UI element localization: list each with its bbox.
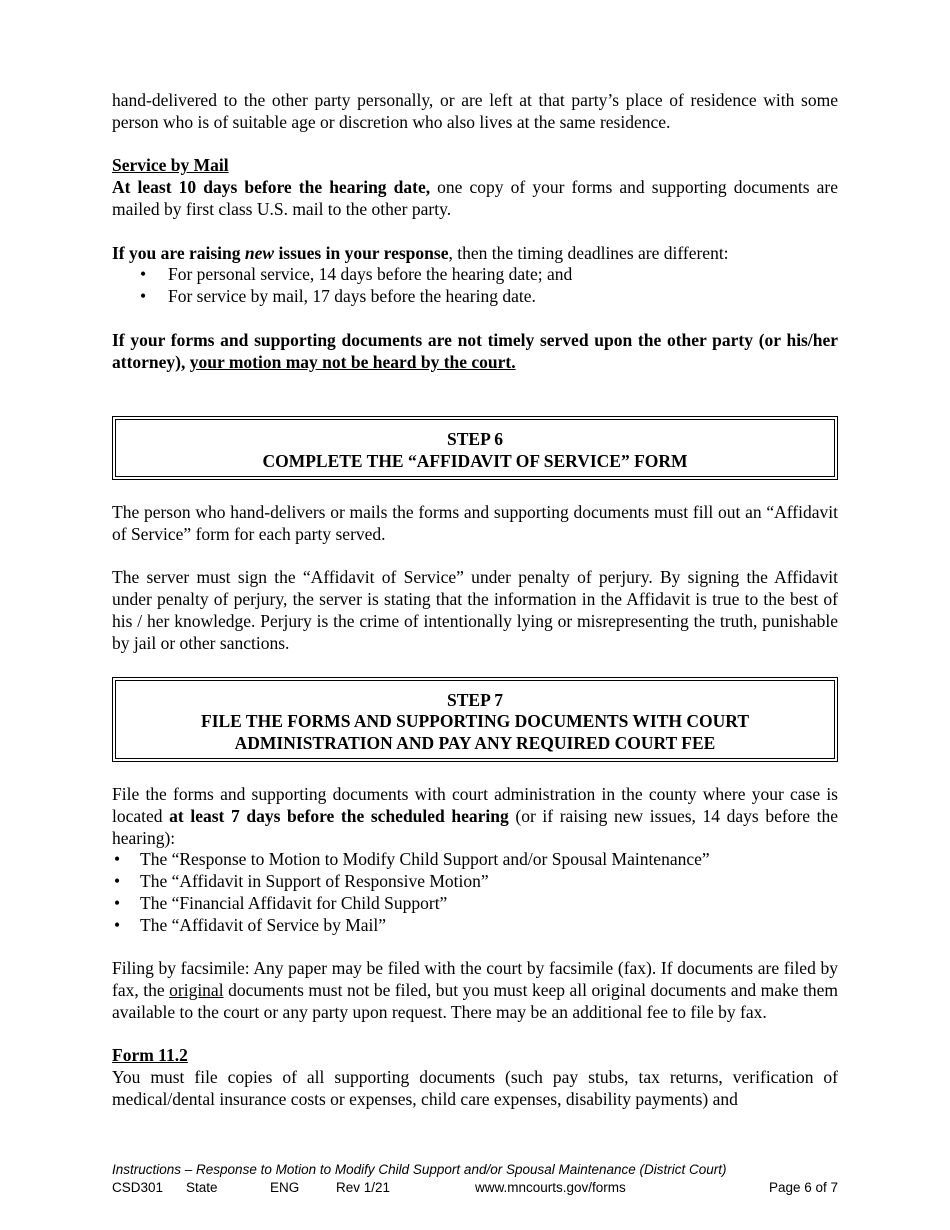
page-footer <box>112 1161 838 1197</box>
list-item: • For service by mail, 17 days before the hearing date. <box>112 286 838 308</box>
intro-paragraph: hand-delivered to the other party personally, or are left at that party’s place of residence with some person who is of suitable age or discretion who also lives at the same residence. <box>112 90 838 132</box>
form-11-2-heading: Form 11.2 <box>112 1045 188 1066</box>
filing-documents-list <box>112 849 838 936</box>
footer-jurisdiction: State <box>186 1180 218 1195</box>
footer-revision: Rev 1/21 <box>336 1180 391 1195</box>
new-issues-list <box>112 264 838 308</box>
warning-underlined: your motion may not be heard by the court. <box>189 351 516 372</box>
list-item: • The “Response to Motion to Modify Child Support and/or Spousal Maintenance” <box>112 849 838 871</box>
step-6-paragraph-1: The person who hand-delivers or mails the forms and supporting documents must fill out an “Affidavit of Service” form for each party served. <box>112 501 838 544</box>
list-item: • The “Financial Affidavit for Child Support” <box>112 893 838 915</box>
warning-paragraph <box>112 330 838 374</box>
warning-bold: If your forms and supporting documents are not timely served upon the other party (or his/her attorney), <box>112 329 838 372</box>
list-item: • The “Affidavit of Service by Mail” <box>112 915 838 937</box>
list-item: • The “Affidavit in Support of Responsive Motion” <box>112 871 838 893</box>
new-issues-bold-a: If you are raising <box>112 242 245 263</box>
step-6-paragraph-2: The server must sign the “Affidavit of Service” under penalty of perjury. By signing the Affidavit under penalty of perjury, the server is stating that the information in the Affidavit is true to the best of his / her knowledge. Perjury is the crime of intentionally lying or misrepresenting the truth, punishable by jail or other sanctions. <box>112 567 838 653</box>
footer-title: Instructions – Response to Motion to Modify Child Support and/or Spousal Maintenance (District Court) <box>112 1162 727 1177</box>
step-7-title-line-1: FILE THE FORMS AND SUPPORTING DOCUMENTS WITH COURT <box>201 711 749 732</box>
form-11-2-paragraph: You must file copies of all supporting documents (such pay stubs, tax returns, verification of medical/dental insurance costs or expenses, child care expenses, disability payments) and <box>112 1067 838 1110</box>
footer-form-code: CSD301 <box>112 1180 164 1195</box>
service-by-mail-paragraph <box>112 177 838 221</box>
document-body <box>112 90 838 1111</box>
new-issues-paragraph <box>112 243 838 265</box>
footer-page-number: Page 6 of 7 <box>768 1180 838 1195</box>
step-6-label: STEP 6 <box>447 429 503 450</box>
step-7-box <box>112 677 838 762</box>
step-7-title-line-2: ADMINISTRATION AND PAY ANY REQUIRED COURT FEE <box>234 733 716 754</box>
new-issues-italic: new <box>244 242 275 263</box>
step-6-box <box>112 416 838 480</box>
new-issues-rest: , then the timing deadlines are different: <box>448 242 729 263</box>
step-6-title: COMPLETE THE “AFFIDAVIT OF SERVICE” FORM <box>262 451 688 472</box>
step-7-label: STEP 7 <box>447 689 503 710</box>
new-issues-bold-b: issues in your response <box>274 242 449 263</box>
fax-para-a: Filing by facsimile: Any paper may be filed with the court by facsimile (fax). If documents are filed by fax, the <box>112 958 838 1001</box>
service-by-mail-lead: At least 10 days before the hearing date, <box>112 177 431 198</box>
footer-url: www.mncourts.gov/forms <box>475 1180 626 1195</box>
footer-meta-row <box>112 1179 838 1197</box>
service-by-mail-rest: one copy of your forms and supporting documents are mailed by first class U.S. mail to the other party. <box>112 177 838 219</box>
fax-original: original <box>169 980 224 1001</box>
footer-language: ENG <box>270 1180 300 1195</box>
step-7-para-bold: at least 7 days before the scheduled hearing <box>169 805 509 826</box>
step-7-paragraph <box>112 784 838 849</box>
fax-para-b: documents must not be filed, but you must keep all original documents and make them available to the court or any party upon request. There may be an additional fee to file by fax. <box>112 980 838 1022</box>
service-by-mail-heading: Service by Mail <box>112 155 229 176</box>
fax-paragraph <box>112 958 838 1023</box>
step-7-para-a: File the forms and supporting documents with court administration in the county where your case is located <box>112 783 838 826</box>
list-item: • For personal service, 14 days before the hearing date; and <box>112 264 838 286</box>
step-7-para-b: (or if raising new issues, 14 days before the hearing): <box>112 805 839 848</box>
